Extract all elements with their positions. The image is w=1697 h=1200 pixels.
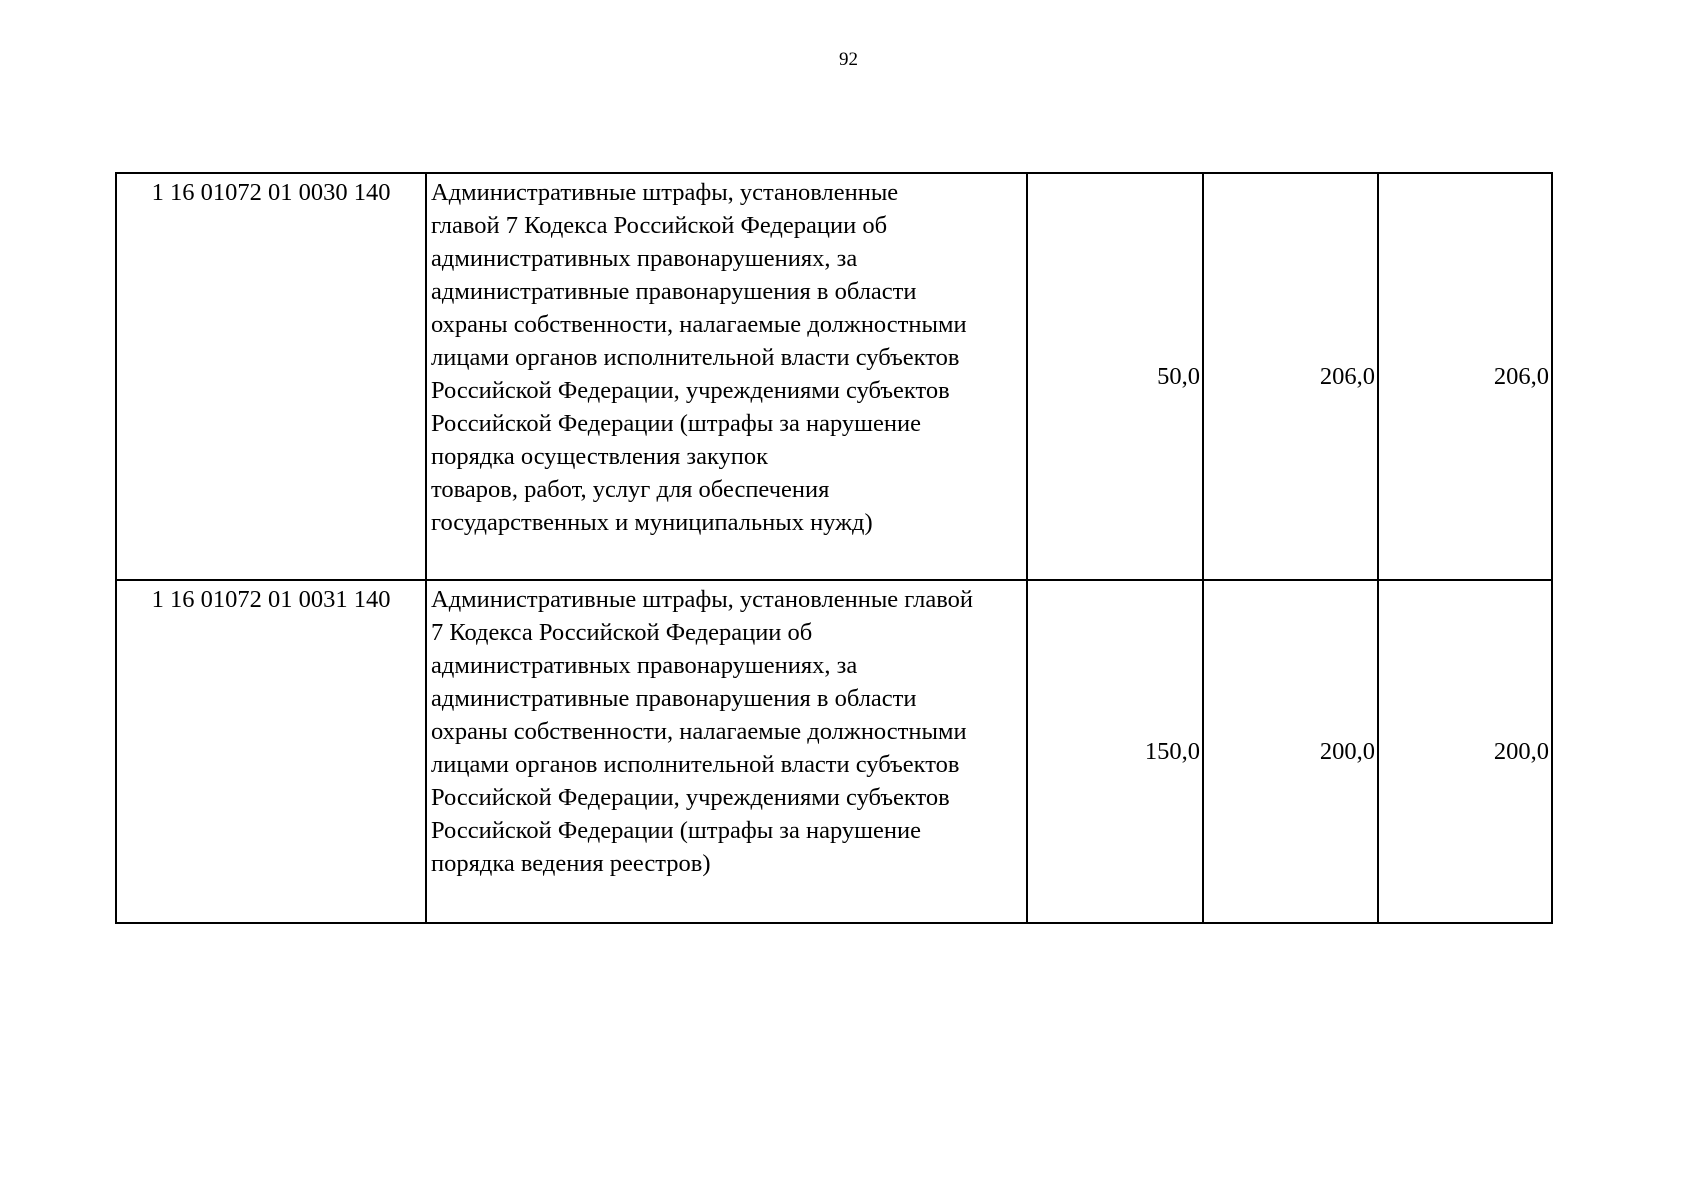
description-line: Административные штрафы, установленные главой xyxy=(431,586,973,613)
revenue-description xyxy=(426,580,1027,923)
description-line: главой 7 Кодекса Российской Федерации об xyxy=(431,212,888,239)
amount-year-3: 206,0 xyxy=(1378,173,1552,580)
description-line: охраны собственности, налагаемые должностными xyxy=(431,311,967,338)
page-number: 92 xyxy=(839,49,858,70)
amount-year-3: 200,0 xyxy=(1378,580,1552,923)
amount-year-2: 206,0 xyxy=(1203,173,1378,580)
description-line: порядка осуществления закупок xyxy=(431,443,769,470)
amount-year-1: 150,0 xyxy=(1027,580,1203,923)
description-line: Российской Федерации (штрафы за нарушение xyxy=(431,817,921,844)
description-line: товаров, работ, услуг для обеспечения xyxy=(431,476,830,503)
description-line: Российской Федерации, учреждениями субъектов xyxy=(431,377,950,404)
table-row xyxy=(116,580,1552,923)
description-line: порядка ведения реестров) xyxy=(431,850,711,877)
description-line: Административные штрафы, установленные xyxy=(431,179,899,206)
description-line: 7 Кодекса Российской Федерации об xyxy=(431,619,813,646)
amount-year-1: 50,0 xyxy=(1027,173,1203,580)
classification-code: 1 16 01072 01 0031 140 xyxy=(116,580,426,923)
revenue-description xyxy=(426,173,1027,580)
description-line: административных правонарушениях, за xyxy=(431,652,858,679)
budget-revenue-table xyxy=(115,172,1553,924)
description-line: государственных и муниципальных нужд) xyxy=(431,509,873,536)
description-line: лицами органов исполнительной власти субъектов xyxy=(431,751,960,778)
description-line: административные правонарушения в области xyxy=(431,278,917,305)
table-row xyxy=(116,173,1552,580)
description-line: лицами органов исполнительной власти субъектов xyxy=(431,344,960,371)
description-line: административных правонарушениях, за xyxy=(431,245,858,272)
description-line: охраны собственности, налагаемые должностными xyxy=(431,718,967,745)
amount-year-2: 200,0 xyxy=(1203,580,1378,923)
description-line: административные правонарушения в области xyxy=(431,685,917,712)
classification-code: 1 16 01072 01 0030 140 xyxy=(116,173,426,580)
description-line: Российской Федерации, учреждениями субъектов xyxy=(431,784,950,811)
description-line: Российской Федерации (штрафы за нарушение xyxy=(431,410,921,437)
